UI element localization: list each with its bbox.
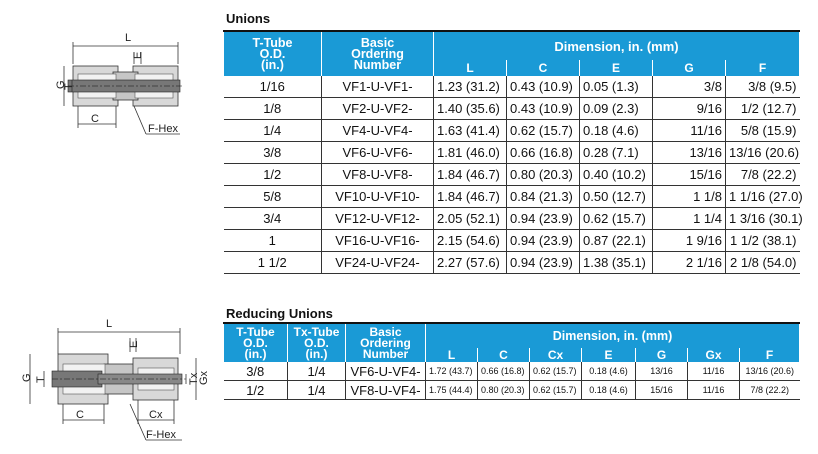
cell-c: 0.80 (20.3) [507, 164, 580, 186]
cell-f: 3/8 (9.5) [726, 76, 800, 98]
cell-c: 0.62 (15.7) [507, 120, 580, 142]
cell-cx: 0.62 (15.7) [530, 362, 582, 381]
cell-c: 0.94 (23.9) [507, 252, 580, 274]
cell-c: 0.94 (23.9) [507, 208, 580, 230]
cell-c: 0.84 (21.3) [507, 186, 580, 208]
cell-f: 13/16 (20.6) [740, 362, 800, 381]
reducing-unions-title: Reducing Unions [226, 306, 333, 321]
table-row [224, 120, 800, 142]
header-dimension-2: Dimension, in. (mm) [426, 323, 800, 348]
dim-E-label: E [132, 51, 144, 59]
header-col-G: G [653, 60, 726, 76]
header-ordering-number: Basic Ordering Number [322, 31, 434, 76]
cell-f: 1 3/16 (30.1) [726, 208, 800, 230]
cell-f: 2 1/8 (54.0) [726, 252, 800, 274]
cell-l: 1.84 (46.7) [434, 186, 507, 208]
cell-f: 7/8 (22.2) [740, 381, 800, 400]
cell-g: 1 1/4 [653, 208, 726, 230]
cell-od: 1/2 [224, 381, 288, 400]
union-drawing [48, 30, 198, 140]
table-row [224, 186, 800, 208]
cell-num: VF8-U-VF4- [346, 381, 426, 400]
dim-Cx-label: Cx [149, 409, 163, 421]
cell-l: 2.05 (52.1) [434, 208, 507, 230]
table-row [224, 362, 800, 381]
cell-f: 7/8 (22.2) [726, 164, 800, 186]
cell-od: 3/8 [224, 142, 322, 164]
cell-num: VF24-U-VF24- [322, 252, 434, 274]
dim-Gx-label: Gx [198, 370, 210, 385]
cell-c: 0.43 (10.9) [507, 76, 580, 98]
cell-od: 3/8 [224, 362, 288, 381]
table-row [224, 381, 800, 400]
cell-l: 1.63 (41.4) [434, 120, 507, 142]
cell-tx: 1/4 [288, 381, 346, 400]
cell-l: 1.23 (31.2) [434, 76, 507, 98]
cell-num: VF8-U-VF8- [322, 164, 434, 186]
header-col-G-2: G [636, 348, 688, 362]
unions-title: Unions [226, 11, 271, 26]
cell-g: 13/16 [653, 142, 726, 164]
dim-T-label-2: T [35, 376, 47, 383]
unions-table [223, 30, 803, 274]
header-col-Cx: Cx [530, 348, 582, 362]
dim-C-label-2: C [76, 409, 84, 421]
cell-od: 1/16 [224, 76, 322, 98]
cell-g: 1 1/8 [653, 186, 726, 208]
cell-g: 9/16 [653, 98, 726, 120]
cell-f: 1 1/16 (27.0) [726, 186, 800, 208]
dim-F-label-2: F-Hex [146, 429, 176, 441]
dim-E-label-2: E [128, 340, 140, 348]
cell-e: 1.38 (35.1) [580, 252, 653, 274]
cell-g: 2 1/16 [653, 252, 726, 274]
reducing-unions-table [223, 322, 800, 400]
cell-od: 1 1/2 [224, 252, 322, 274]
cell-c: 0.43 (10.9) [507, 98, 580, 120]
cell-c: 0.66 (16.8) [478, 362, 530, 381]
cell-od: 1/8 [224, 98, 322, 120]
cell-e: 0.18 (4.6) [582, 381, 636, 400]
header-col-L: L [434, 60, 507, 76]
cell-num: VF12-U-VF12- [322, 208, 434, 230]
cell-e: 0.18 (4.6) [580, 120, 653, 142]
cell-e: 0.28 (7.1) [580, 142, 653, 164]
cell-g: 15/16 [636, 381, 688, 400]
cell-od: 5/8 [224, 186, 322, 208]
header-ordering-number-2: Basic Ordering Number [346, 323, 426, 362]
cell-g: 15/16 [653, 164, 726, 186]
table-row [224, 252, 800, 274]
header-col-Gx: Gx [688, 348, 740, 362]
cell-tx: 1/4 [288, 362, 346, 381]
cell-f: 1 1/2 (38.1) [726, 230, 800, 252]
cell-e: 0.50 (12.7) [580, 186, 653, 208]
cell-od: 1/2 [224, 164, 322, 186]
cell-l: 2.27 (57.6) [434, 252, 507, 274]
cell-l: 1.75 (44.4) [426, 381, 478, 400]
dim-G-label: G [55, 80, 67, 89]
cell-num: VF6-U-VF4- [346, 362, 426, 381]
cell-gx: 11/16 [688, 381, 740, 400]
cell-gx: 11/16 [688, 362, 740, 381]
cell-num: VF2-U-VF2- [322, 98, 434, 120]
cell-f: 1/2 (12.7) [726, 98, 800, 120]
header-tx-tube-od: Tx-Tube O.D. (in.) [288, 323, 346, 362]
cell-l: 2.15 (54.6) [434, 230, 507, 252]
dim-L-label: L [125, 32, 132, 44]
cell-c: 0.94 (23.9) [507, 230, 580, 252]
header-col-E: E [580, 60, 653, 76]
cell-e: 0.05 (1.3) [580, 76, 653, 98]
table-row [224, 230, 800, 252]
reducing-union-drawing [18, 316, 208, 446]
table-row [224, 164, 800, 186]
cell-e: 0.18 (4.6) [582, 362, 636, 381]
cell-e: 0.40 (10.2) [580, 164, 653, 186]
cell-num: VF16-U-VF16- [322, 230, 434, 252]
header-col-E-2: E [582, 348, 636, 362]
cell-num: VF4-U-VF4- [322, 120, 434, 142]
cell-e: 0.87 (22.1) [580, 230, 653, 252]
cell-cx: 0.62 (15.7) [530, 381, 582, 400]
cell-l: 1.81 (46.0) [434, 142, 507, 164]
dim-F-label: F-Hex [148, 123, 178, 135]
cell-f: 5/8 (15.9) [726, 120, 800, 142]
dim-C-label: C [91, 113, 99, 125]
cell-l: 1.72 (43.7) [426, 362, 478, 381]
cell-l: 1.84 (46.7) [434, 164, 507, 186]
cell-num: VF10-U-VF10- [322, 186, 434, 208]
cell-od: 1 [224, 230, 322, 252]
cell-f: 13/16 (20.6) [726, 142, 800, 164]
cell-num: VF1-U-VF1- [322, 76, 434, 98]
cell-g: 11/16 [653, 120, 726, 142]
table-row [224, 98, 800, 120]
cell-e: 0.62 (15.7) [580, 208, 653, 230]
cell-c: 0.66 (16.8) [507, 142, 580, 164]
dim-T-label: T [63, 83, 75, 90]
header-col-F: F [726, 60, 800, 76]
header-col-L-2: L [426, 348, 478, 362]
dim-Tx-label: Tx [188, 372, 200, 385]
cell-l: 1.40 (35.6) [434, 98, 507, 120]
dim-G-label-2: G [21, 373, 33, 382]
cell-e: 0.09 (2.3) [580, 98, 653, 120]
cell-g: 3/8 [653, 76, 726, 98]
cell-g: 1 9/16 [653, 230, 726, 252]
table-row [224, 142, 800, 164]
dim-L-label-2: L [106, 318, 113, 330]
header-col-F-2: F [740, 348, 800, 362]
table-row [224, 208, 800, 230]
cell-g: 13/16 [636, 362, 688, 381]
cell-c: 0.80 (20.3) [478, 381, 530, 400]
header-tube-od: T-Tube O.D. (in.) [224, 31, 322, 76]
cell-od: 3/4 [224, 208, 322, 230]
table-row [224, 76, 800, 98]
header-dimension: Dimension, in. (mm) [434, 31, 800, 60]
header-tube-od-2: T-Tube O.D. (in.) [224, 323, 288, 362]
header-col-C-2: C [478, 348, 530, 362]
header-col-C: C [507, 60, 580, 76]
cell-od: 1/4 [224, 120, 322, 142]
cell-num: VF6-U-VF6- [322, 142, 434, 164]
